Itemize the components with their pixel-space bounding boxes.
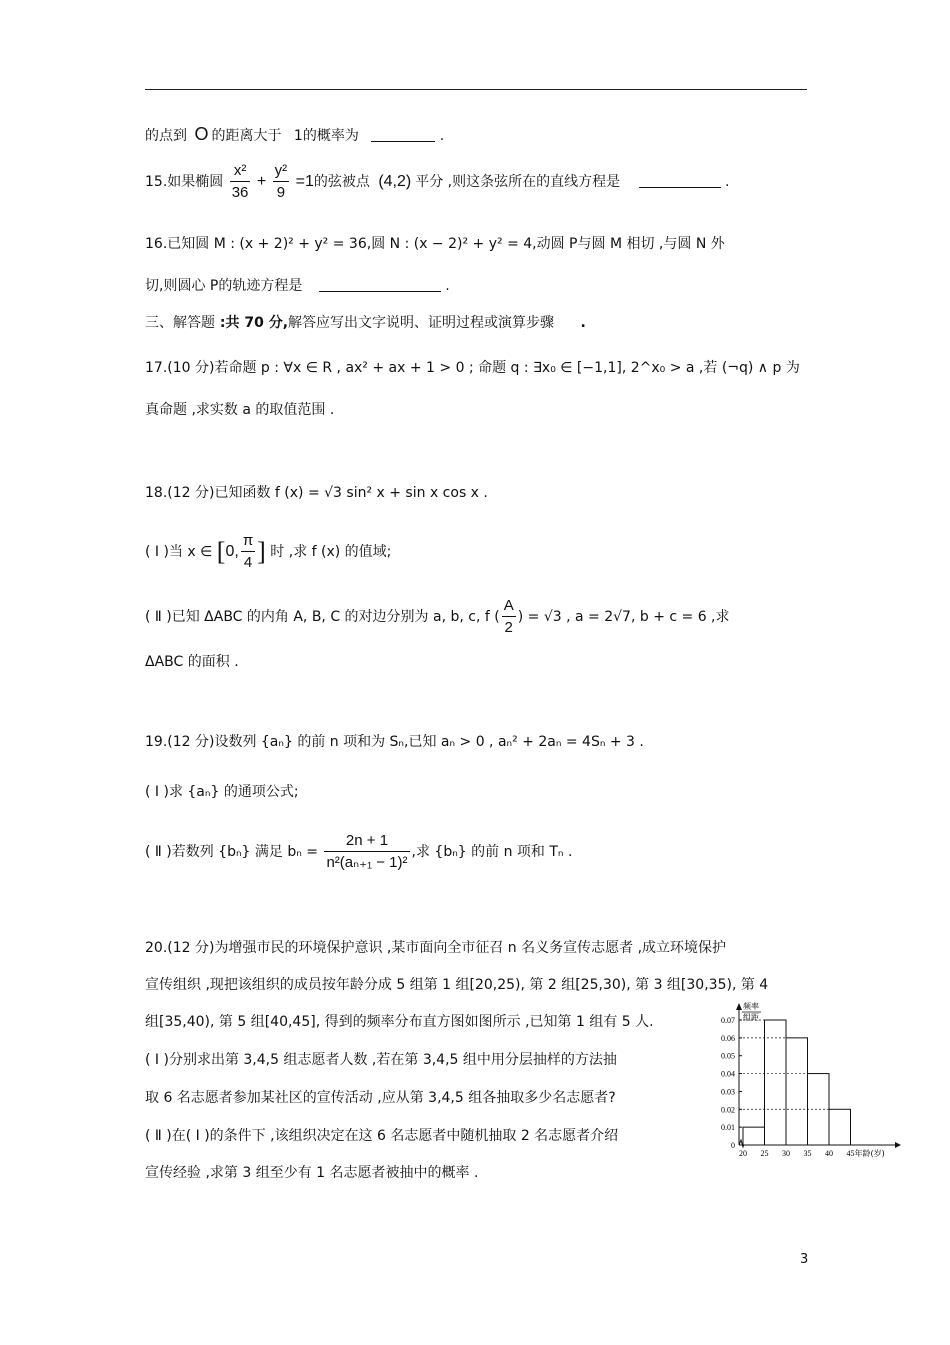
q18-part-1: [145, 526, 391, 578]
q19-b-num: 2n + 1: [324, 831, 409, 852]
q20-line-5: [145, 1088, 616, 1108]
q18-zero: 0,: [225, 543, 239, 560]
q20-text-3: 组[35,40), 第 5 组[40,45], 得到的频率分布直方图如图所示 ,已知第 1 组有 5 人.: [145, 1014, 654, 1030]
q15-plus: +: [256, 173, 267, 190]
header-rule: [145, 89, 807, 90]
q20-text-2: 宣传组织 ,现把该组织的成员按年龄分成 5 组第 1 组[20,25), 第 2 组[25,30), 第 3 组[30,35), 第 4: [145, 977, 769, 993]
histogram-bar: [786, 1038, 808, 1145]
x-axis-label: 年龄(岁): [854, 1149, 885, 1158]
q16-line-2: [145, 276, 450, 296]
q20-line-3: [145, 1012, 654, 1032]
q18-p2-text-a: ( Ⅱ )已知 ΔABC 的内角 A, B, C 的对边分别为 a, b, c, f (: [145, 609, 500, 625]
q18-text-1: 18.(12 分)已知函数 f (x) = √3 sin² x + sin x cos x .: [145, 485, 488, 501]
q18-left-bracket: [: [216, 537, 226, 566]
q16-text-1: 16.已知圆 M : (x + 2)² + y² = 36,圆 N : (x − 2)² + y² = 4,动圆 P与圆 M 相切 ,与圆 N 外: [145, 236, 725, 252]
y-tick-label: 0: [731, 1141, 735, 1150]
q15-frac-2-num: y²: [273, 161, 290, 182]
section-3-title: 三、解答题: [145, 315, 215, 331]
q17-text-2: 真命题 ,求实数 a 的取值范围 .: [145, 402, 335, 418]
section-3-heading: [145, 313, 586, 333]
q20-line-4: [145, 1050, 617, 1070]
y-tick-label: 0.02: [721, 1105, 735, 1115]
q14-text-3: 的概率为: [302, 128, 359, 144]
q15-end: .: [725, 174, 730, 190]
q15-point: (4,2): [378, 173, 412, 190]
histogram-bars: [739, 1020, 851, 1145]
q16-line-1: [145, 234, 725, 254]
q19-p2-text-b: ,求 {bₙ} 的前 n 项和 Tₙ .: [411, 844, 573, 860]
x-tick-label: 25: [760, 1149, 769, 1158]
q17-line-2: [145, 400, 334, 420]
q20-line-6: [145, 1126, 618, 1146]
q15-frac-1: [230, 161, 251, 204]
q18-a-num: A: [502, 596, 516, 617]
q17-line-1: [145, 358, 800, 378]
q20-text-6: ( Ⅱ )在( Ⅰ )的条件下 ,该组织决定在这 6 名志愿者中随机抽取 2 名志愿者介绍: [145, 1128, 619, 1144]
q19-p2-text-a: ( Ⅱ )若数列 {bₙ} 满足 bₙ =: [145, 844, 318, 860]
q20-text-1: 20.(12 分)为增强市民的环境保护意识 ,某市面向全市征召 n 名义务宣传志愿者 ,成立环境保护: [145, 940, 727, 956]
histogram-bar: [829, 1109, 851, 1145]
q16-answer-blank[interactable]: [319, 277, 441, 292]
y-tick-label: 0.05: [721, 1051, 735, 1061]
y-tick-label: 0.07: [721, 1016, 735, 1025]
q19-line-1: [145, 732, 644, 752]
q18-p2-text-c: ΔABC 的面积 .: [145, 654, 239, 670]
q14-point-o: O: [194, 124, 209, 144]
q18-p1-text-b: 时 ,求 f (x) 的值域;: [270, 544, 392, 560]
x-tick-label: 35: [803, 1149, 812, 1158]
q16-text-2: 切,则圆心 P的轨迹方程是: [145, 278, 303, 294]
section-3-instruction: 解答应写出文字说明、证明过程或演算步骤: [288, 315, 555, 331]
q19-p1-text: ( Ⅰ )求 {aₙ} 的通项公式;: [145, 784, 299, 800]
y-tick-label: 0.06: [721, 1033, 735, 1043]
q15-text-1: 的弦被点: [313, 174, 370, 190]
q18-part-2-line-2: [145, 652, 239, 672]
y-tick-label: 0.03: [721, 1087, 735, 1097]
q15-frac-1-num: x²: [230, 161, 251, 182]
q20-text-5: 取 6 名志愿者参加某社区的宣传活动 ,应从第 3,4,5 组各抽取多少名志愿者?: [145, 1090, 616, 1106]
q19-part-1: [145, 782, 299, 802]
q15-frac-2-den: 9: [276, 183, 286, 201]
q18-a-frac: [502, 596, 516, 639]
q16-end: .: [445, 278, 450, 294]
q19-b-frac: [324, 831, 409, 874]
q20-text-4: ( Ⅰ )分别求出第 3,4,5 组志愿者人数 ,若在第 3,4,5 组中用分层抽样的方法抽: [145, 1052, 617, 1068]
section-3-b: :共: [215, 315, 245, 331]
q20-line-2: [145, 975, 768, 995]
section-3-end: .: [580, 315, 586, 331]
histogram-bar: [743, 1127, 765, 1145]
q14-text-1: 的点到: [145, 128, 187, 144]
y-axis-label-top: 频率: [743, 1002, 759, 1011]
y-axis-arrow: [736, 1003, 742, 1010]
q19-b-den: n²(aₙ₊₁ − 1)²: [326, 853, 408, 871]
q15-label: 15.如果椭圆: [145, 174, 224, 190]
q20-text-7: 宣传经验 ,求第 3 组至少有 1 名志愿者被抽中的概率 .: [145, 1165, 479, 1181]
q14-answer-blank[interactable]: [371, 127, 435, 142]
page-number: 3: [800, 1252, 809, 1267]
q14-one: 1: [293, 128, 303, 144]
y-tick-label: 0.04: [721, 1069, 735, 1079]
histogram-bar: [765, 1020, 787, 1145]
q17-text-1: 17.(10 分)若命题 p : ∀x ∈ R , ax² + ax + 1 > 0 ; 命题 q : ∃x₀ ∈ [−1,1], 2^x₀ > a ,若 (¬q) ∧ p 为: [145, 360, 800, 376]
y-axis-label-bottom: 组距: [743, 1013, 759, 1022]
q18-a-den: 2: [504, 618, 513, 636]
q18-part-2: [145, 592, 730, 642]
section-3-points: 70: [244, 315, 264, 331]
q18-p1-text-a: ( Ⅰ )当 x ∈: [145, 544, 213, 560]
q15-text-2: 平分 ,则这条弦所在的直线方程是: [415, 174, 621, 190]
q14-text-2: 的距离大于: [211, 128, 282, 144]
q15: [145, 158, 729, 206]
q18-pi-den: 4: [243, 553, 253, 571]
q20-line-1: [145, 938, 726, 958]
q18-right-bracket: ]: [257, 537, 266, 566]
q19-part-2: [145, 826, 572, 878]
x-tick-label: 45: [846, 1149, 855, 1158]
q14-tail: [145, 124, 444, 146]
q19-text-1: 19.(12 分)设数列 {aₙ} 的前 n 项和为 Sₙ,已知 aₙ > 0 , aₙ² + 2aₙ = 4Sₙ + 3 .: [145, 734, 644, 750]
q20-line-7: [145, 1163, 478, 1183]
q15-answer-blank[interactable]: [639, 173, 721, 188]
q15-frac-2: [273, 161, 290, 204]
x-tick-label: 40: [825, 1149, 833, 1158]
x-tick-label: 20: [739, 1149, 747, 1158]
section-3-d: 分,: [263, 315, 289, 331]
q18-line-1: [145, 483, 488, 503]
q15-eq: =1: [295, 173, 314, 190]
q14-end: .: [439, 128, 445, 144]
q18-pi-num: π: [241, 531, 255, 552]
histogram-bar: [808, 1074, 830, 1145]
y-tick-label: 0.01: [721, 1123, 735, 1133]
q15-frac-1-den: 36: [231, 183, 249, 201]
x-axis-arrow: [895, 1142, 901, 1148]
frequency-histogram: [715, 1000, 915, 1165]
q18-p2-text-b: ) = √3 , a = 2√7, b + c = 6 ,求: [517, 609, 730, 625]
q18-pi-frac: [241, 531, 255, 574]
x-tick-label: 30: [782, 1149, 790, 1158]
